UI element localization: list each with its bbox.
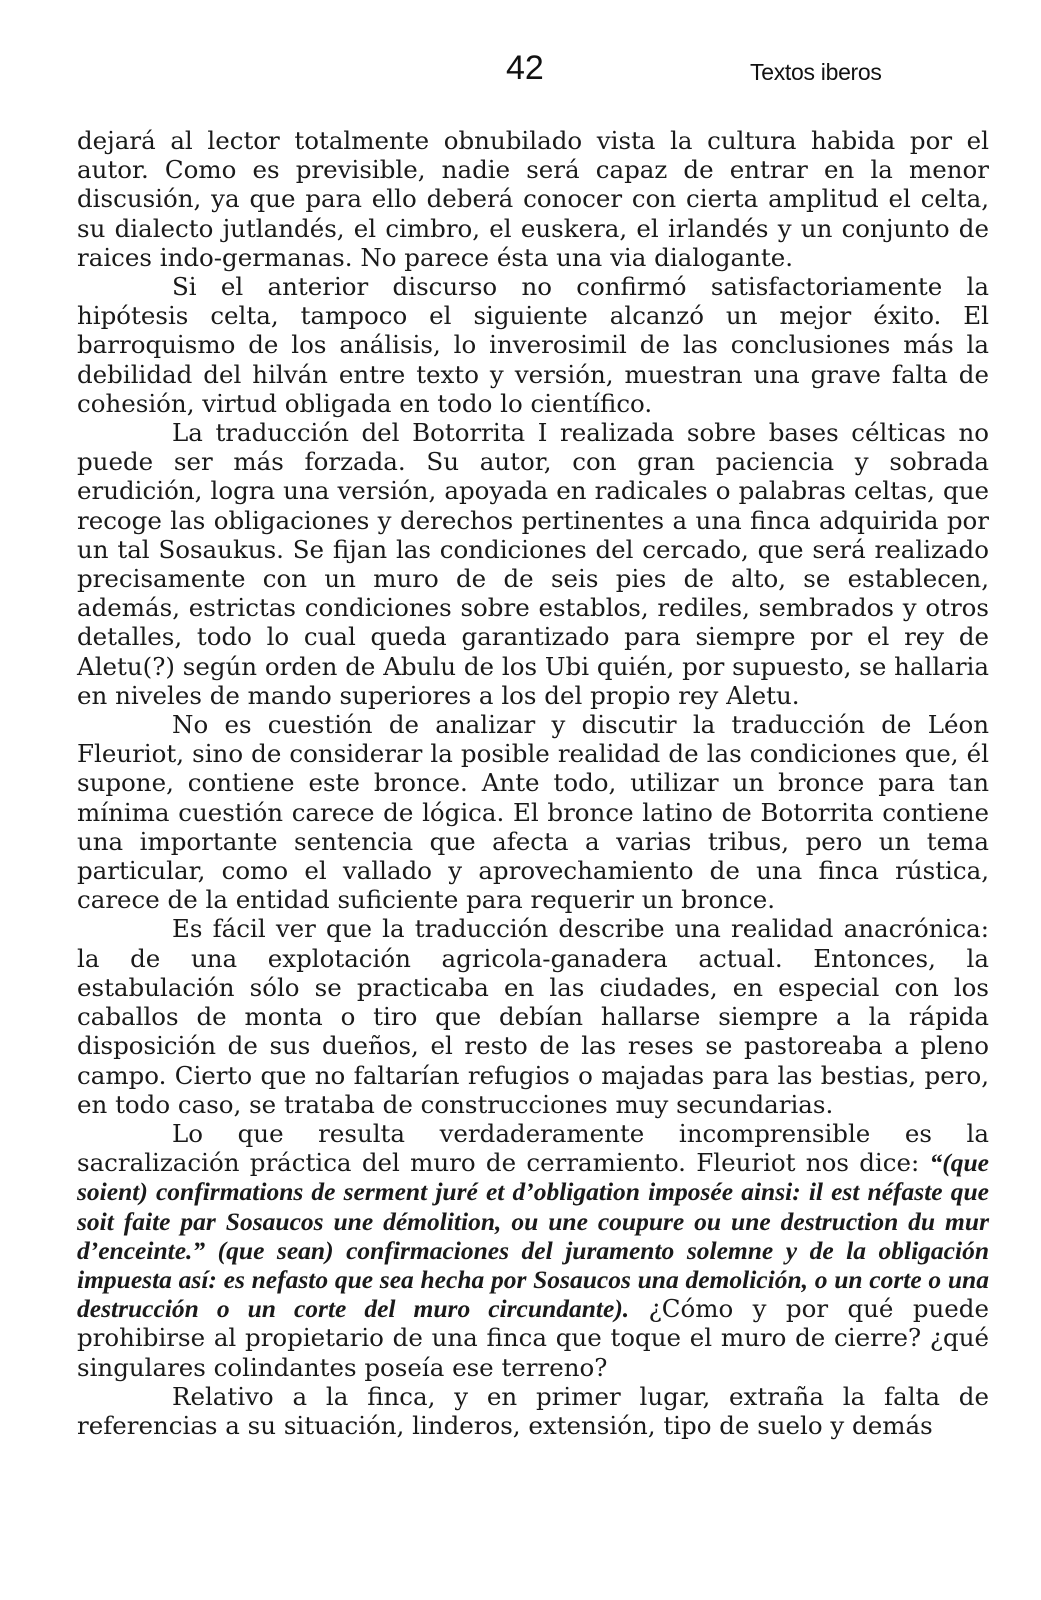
body-text: [77, 126, 989, 1440]
paragraph-1: dejará al lector totalmente obnubilado vista la cultura habida por el autor. Como es previsible, nadie será capaz de entrar en la menor discusión, ya que para ello deberá conocer con cierta amplitud el celta, su dialecto jutlandés, el cimbro, el euskera, el irlandés y un conjunto de raices indo-germanas. No parece ésta una via dialogante.: [77, 126, 989, 272]
paragraph-5: Es fácil ver que la traducción describe una realidad anacrónica: la de una explotación agricola-ganadera actual. Entonces, la estabulación sólo se practicaba en las ciudades, en especial con los caballos de monta o tiro que debían hallarse siempre a la rápida disposición de sus dueños, el resto de las reses se pastoreaba a pleno campo. Cierto que no faltarían refugios o majadas para las bestias, pero, en todo caso, se trataba de construcciones muy secundarias.: [77, 914, 989, 1119]
paragraph-7: Relativo a la finca, y en primer lugar, extraña la falta de referencias a su situación, linderos, extensión, tipo de suelo y demás: [77, 1381, 989, 1440]
page-number: 42: [506, 49, 544, 87]
page-header: [0, 44, 1041, 94]
paragraph-6-question: ¿Cómo y por qué puede prohibirse al propietario de una finca que toque el muro de cierre? ¿qué singulares colindantes poseía ese terreno?: [77, 1294, 989, 1382]
paragraph-6: [77, 1119, 989, 1382]
paragraph-3: La traducción del Botorrita I realizada sobre bases célticas no puede ser más forzada. Su autor, con gran paciencia y sobrada erudición, logra una versión, apoyada en radicales o palabras celtas, que recoge las obligaciones y derechos pertinentes a una finca adquirida por un tal Sosaukus. Se fijan las condiciones del cercado, que será realizado precisamente con un muro de de seis pies de alto, se establecen, además, estrictas condiciones sobre establos, rediles, sembrados y otros detalles, todo lo cual queda garantizado para siempre por el rey de Aletu(?) según orden de Abulu de los Ubi quién, por supuesto, se hallaria en niveles de mando superiores a los del propio rey Aletu.: [77, 418, 989, 710]
paragraph-6-intro: Lo que resulta verdaderamente incomprensible es la sacralización práctica del muro de cerramiento. Fleuriot nos dice:: [77, 1118, 989, 1178]
paragraph-4: No es cuestión de analizar y discutir la traducción de Léon Fleuriot, sino de considerar la posible realidad de las condiciones que, él supone, contiene este bronce. Ante todo, utilizar un bronce para tan mínima cuestión carece de lógica. El bronce latino de Botorrita contiene una importante sentencia que afecta a varias tribus, pero un tema particular, como el vallado y aprovechamiento de una finca rústica, carece de la entidad suficiente para requerir un bronce.: [77, 710, 989, 915]
french-quote: “(que soient) confirmations de serment juré et d’obligation imposée ainsi: il est néfaste que soit faite par Sosaucos une démolition, ou une coupure ou une destruction du mur d’enceinte.” (que sean) confirmaciones del juramento solemne y de la obligación impuesta así: es nefasto que sea hecha por Sosaucos una demolición, o un corte o una destrucción o un corte del muro circundante).: [77, 1148, 989, 1324]
running-title: Textos iberos: [750, 59, 882, 85]
paragraph-2: Si el anterior discurso no confirmó satisfactoriamente la hipótesis celta, tampoco el siguiente alcanzó un mejor éxito. El barroquismo de los análisis, lo inverosimil de las conclusiones más la debilidad del hilván entre texto y versión, muestran una grave falta de cohesión, virtud obligada en todo lo científico.: [77, 272, 989, 418]
